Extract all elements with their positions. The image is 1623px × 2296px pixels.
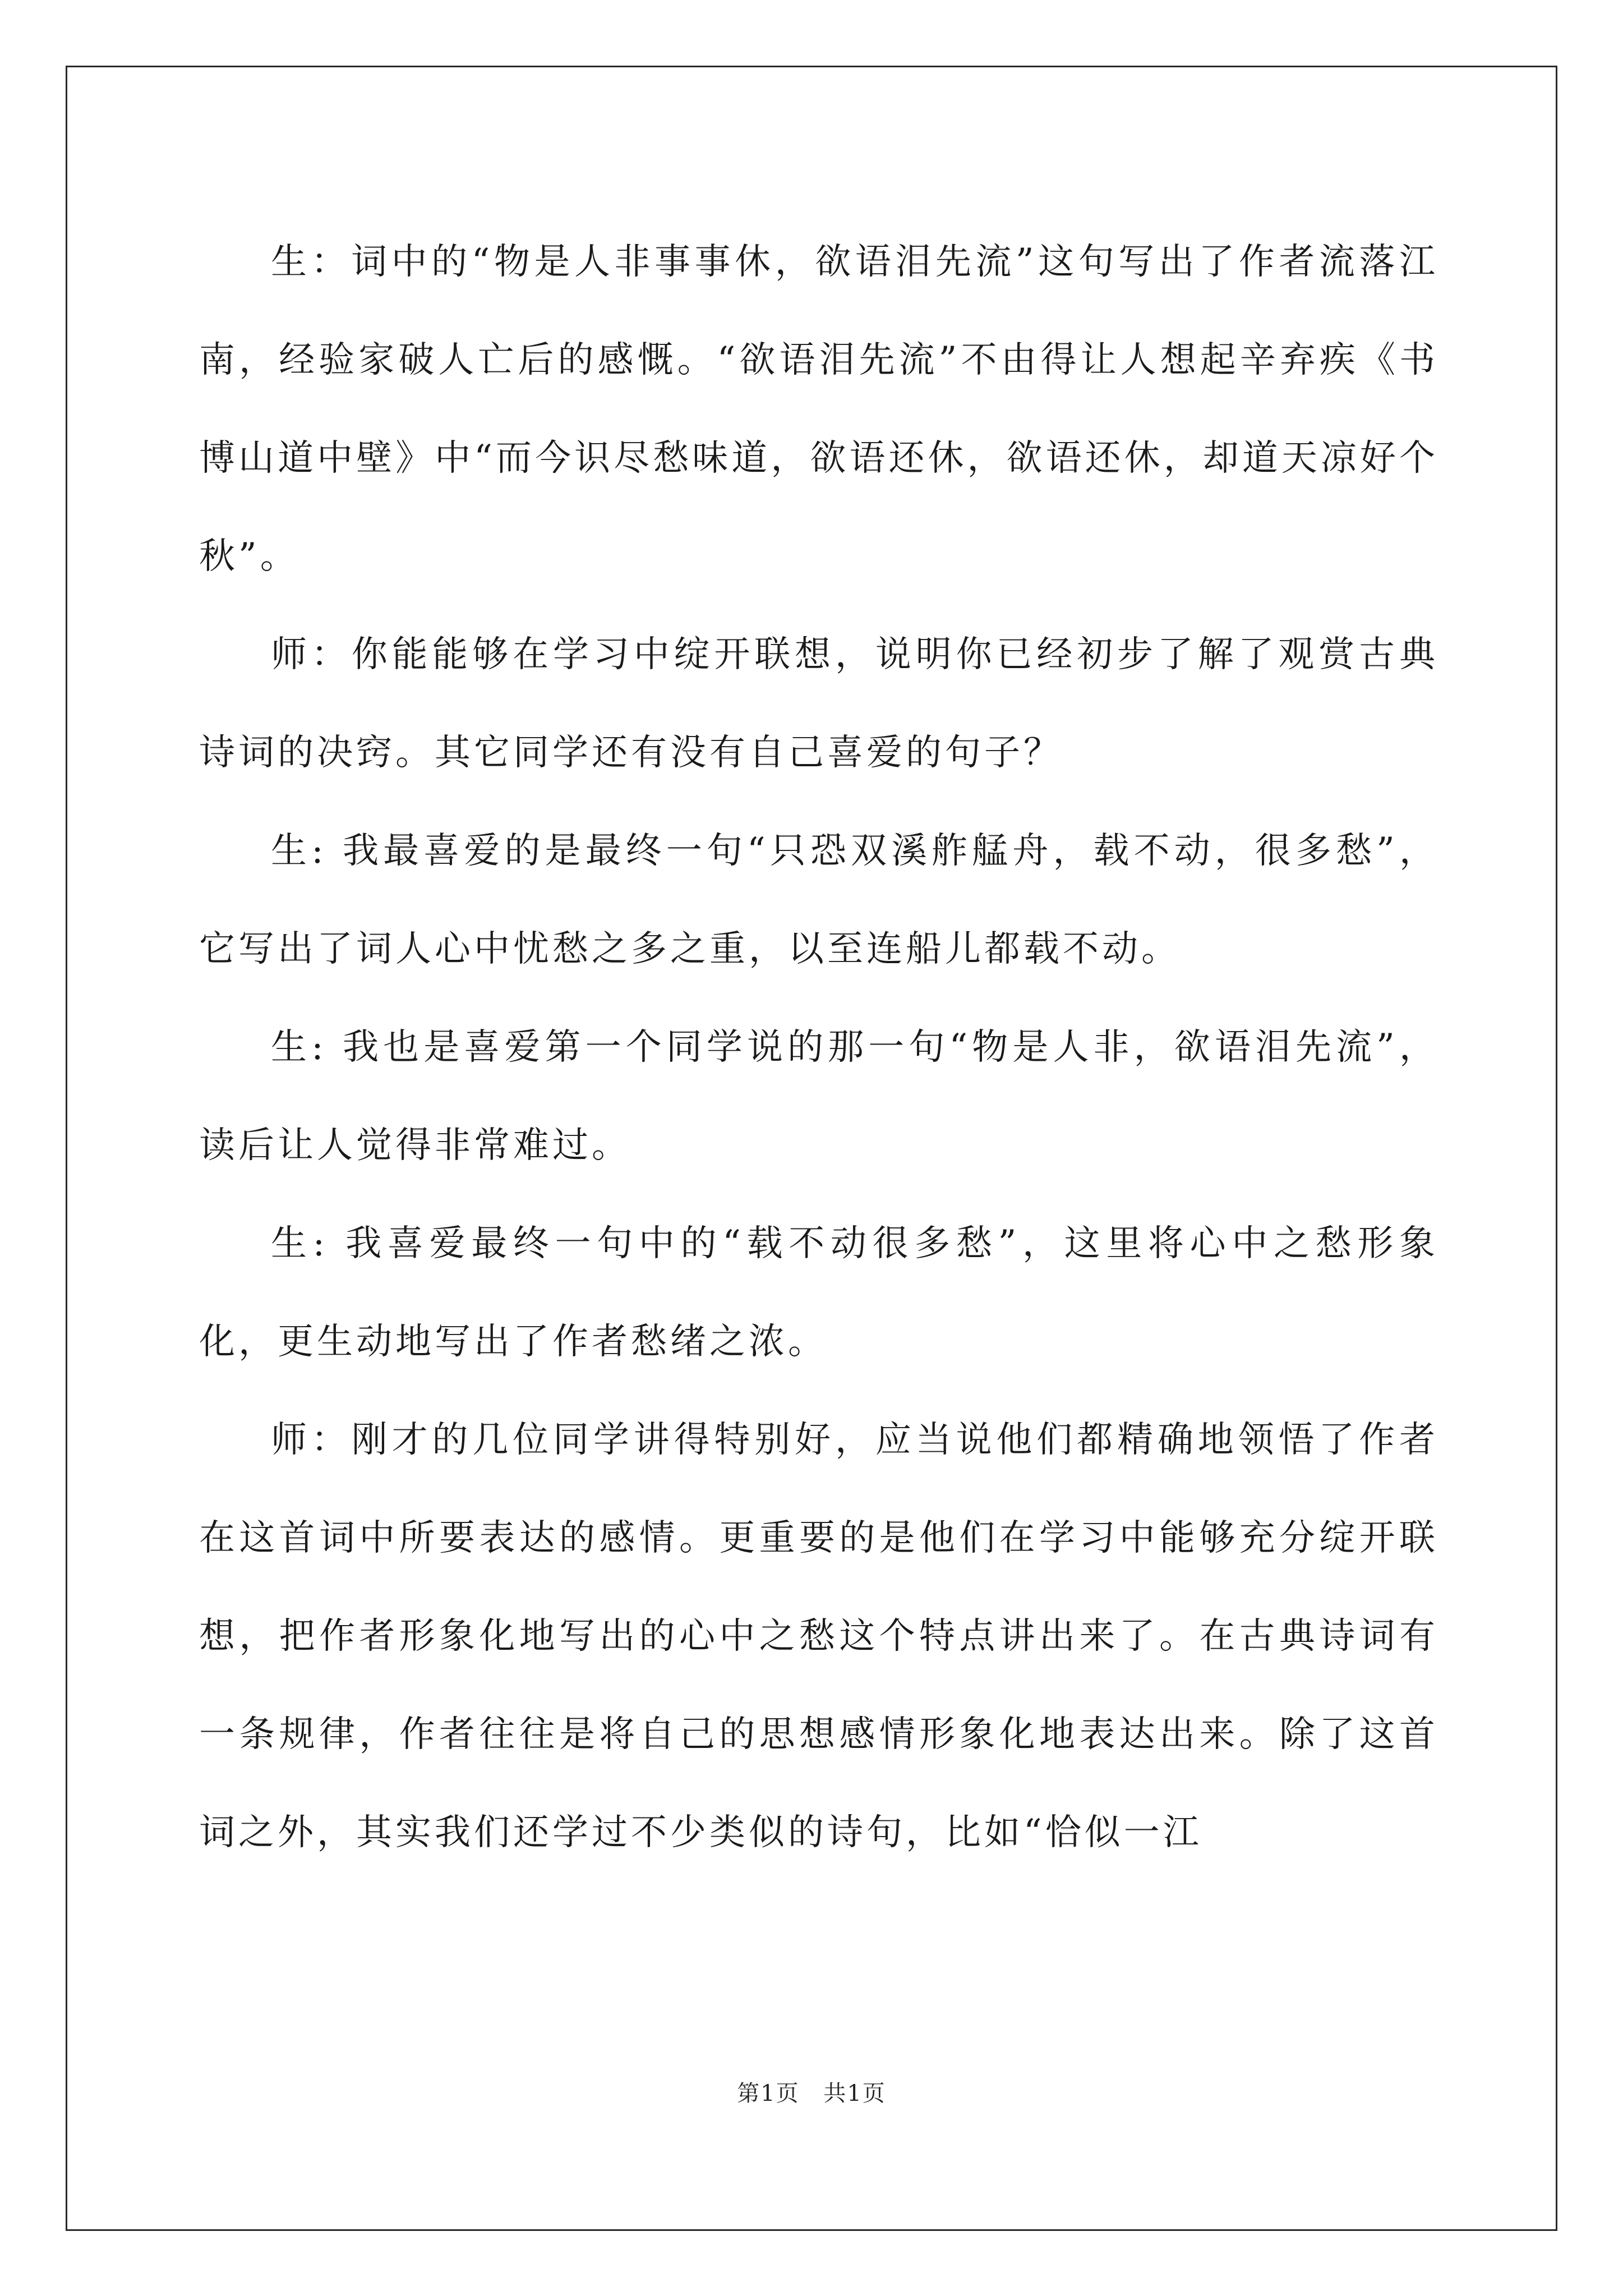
paragraph-3: 生: 我最喜爱的是最终一句“只恐双溪舴艋舟，载不动，很多愁”，它写出了词人心中忧愁之多之重，以至连船儿都载不动。: [199, 830, 1438, 970]
paragraph-6: 师：刚才的几位同学讲得特别好，应当说他们都精确地领悟了作者在这首词中所要表达的感情。更重要的是他们在学习中能够充分绽开联想，把作者形象化地写出的心中之愁这个特点讲出来了。在古典诗词有一条规律，作者往往是将自己的思想感情形象化地表达出来。除了这首词之外，其实我们还学过不少类似的诗句，比如“恰似一江: [199, 1419, 1438, 1853]
paragraph-4: 生: 我也是喜爱第一个同学说的那一句“物是人非，欲语泪先流”，读后让人觉得非常难过。: [199, 1027, 1438, 1166]
page-number: 第1页: [737, 2081, 800, 2106]
paragraph-5: 生: 我喜爱最终一句中的“载不动很多愁”，这里将心中之愁形象化，更生动地写出了作者愁绪之浓。: [199, 1223, 1438, 1363]
page-total: 共1页: [823, 2081, 886, 2106]
paragraph-1: 生：词中的“物是人非事事休，欲语泪先流”这句写出了作者流落江南，经验家破人亡后的感慨。“欲语泪先流”不由得让人想起辛弃疾《书博山道中壁》中“而今识尽愁味道，欲语还休，欲语还休，却道天凉好个秋”。: [199, 241, 1438, 577]
paragraph-2: 师：你能能够在学习中绽开联想，说明你已经初步了解了观赏古典诗词的决窍。其它同学还有没有自己喜爱的句子？: [199, 634, 1438, 774]
document-body: [199, 213, 1438, 1882]
page-footer: [0, 2076, 1623, 2108]
